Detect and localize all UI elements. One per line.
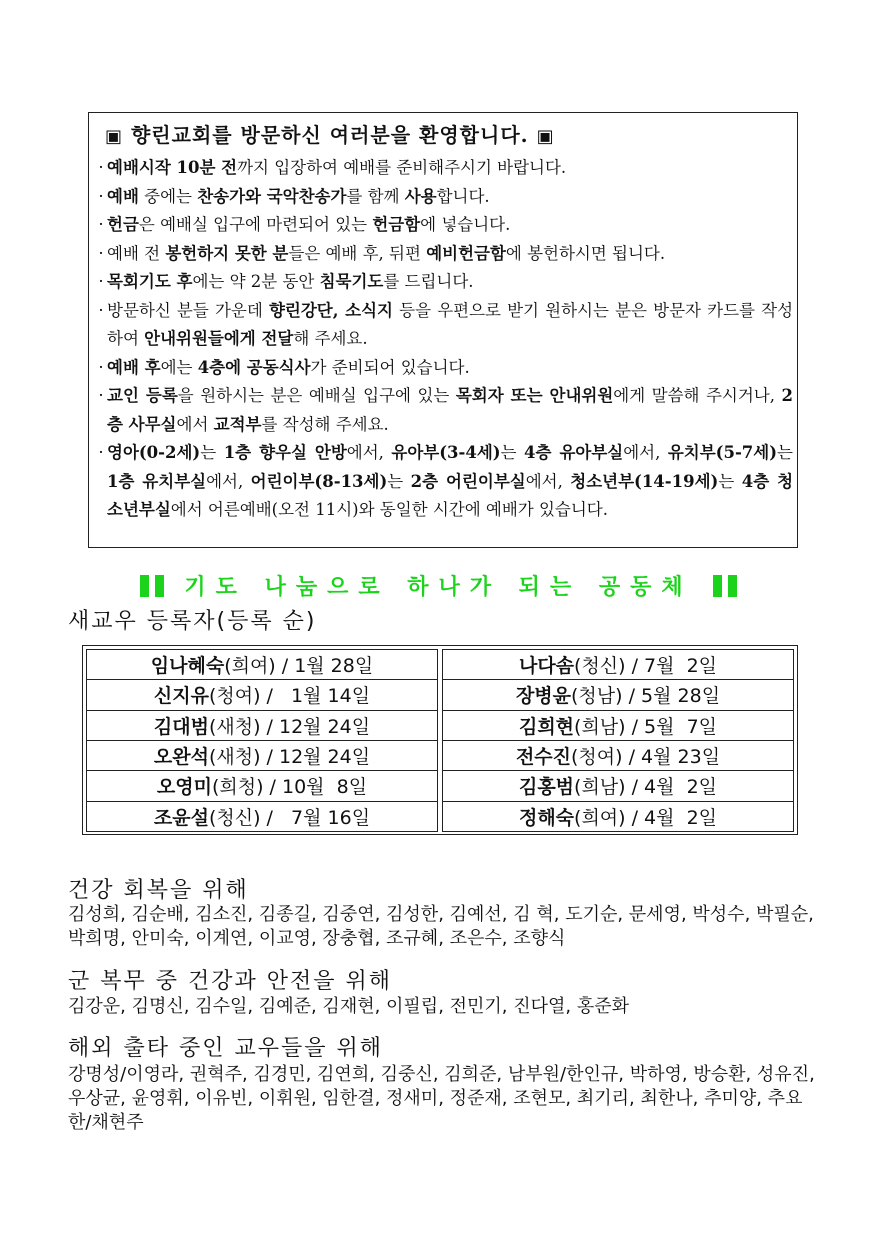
emphasis-text: 안내위원들에게 전달 xyxy=(144,329,294,348)
member-name: 정해숙 xyxy=(518,806,575,829)
body-text: 에서, xyxy=(206,471,251,491)
emphasis-text: 침묵기도 xyxy=(319,272,384,291)
emphasis-text: 청소년부(14-19세) xyxy=(570,471,719,491)
member-name: 장병윤 xyxy=(515,685,572,708)
member-name: 신지유 xyxy=(153,685,209,708)
welcome-item-text xyxy=(107,439,793,525)
member-detail: (청남) / 5월 28일 xyxy=(571,685,721,708)
square-mark-icon: ▣ xyxy=(105,126,124,147)
welcome-item xyxy=(95,183,793,212)
member-name: 나다솜 xyxy=(518,655,575,678)
health-heading: 건강 회복을 위해 xyxy=(68,878,249,903)
body-text: 를 작성해 주세요. xyxy=(261,414,389,434)
welcome-item xyxy=(95,354,793,383)
welcome-item-text xyxy=(107,268,793,297)
emphasis-text: 유치부(5-7세) xyxy=(667,443,778,462)
emphasis-text: 찬송가와 국악찬송가 xyxy=(197,186,347,206)
welcome-item xyxy=(95,297,793,354)
registration-table xyxy=(82,645,798,835)
green-block-icon xyxy=(728,575,737,597)
welcome-box xyxy=(88,112,798,548)
emphasis-text: 예배 후 xyxy=(107,357,161,377)
body-text: 예배 전 xyxy=(107,243,166,263)
body-text: 에서, xyxy=(346,443,392,462)
member-name: 오영미 xyxy=(156,776,212,799)
military-heading: 군 복무 중 건강과 안전을 위해 xyxy=(68,969,392,994)
member-name: 오완석 xyxy=(153,746,209,769)
emphasis-text: 4층 청소년부실 xyxy=(107,471,794,519)
welcome-item xyxy=(95,154,793,183)
banner-text: 기도 나눔으로 하나가 되는 공동체 xyxy=(184,575,693,600)
welcome-item xyxy=(95,439,793,525)
welcome-item xyxy=(95,240,793,269)
green-block-icon xyxy=(155,575,164,597)
member-detail: (청신) / 7월 2일 xyxy=(574,655,718,678)
member-detail: (희남) / 4월 2일 xyxy=(574,776,718,799)
body-text: 에서 xyxy=(176,414,214,434)
body-text: 가 준비되어 있습니다. xyxy=(310,357,470,377)
registration-row xyxy=(442,710,794,741)
welcome-item-text xyxy=(107,297,793,354)
health-names: 김성희, 김순배, 김소진, 김종길, 김중연, 김성한, 김예선, 김 혁, 도기순, 문세영, 박성수, 박필순, 박희명, 안미숙, 이계연, 이교영, 장충협, 조규혜, 조은수, 조향식 xyxy=(68,904,814,949)
registration-row xyxy=(86,649,438,680)
member-detail: (새청) / 12월 24일 xyxy=(208,715,371,738)
prayer-banner xyxy=(0,570,877,601)
emphasis-text: 2층 어린이부실 xyxy=(410,471,526,491)
bullet-dot-icon: · xyxy=(98,386,104,405)
body-text: 해 주세요. xyxy=(293,329,368,348)
emphasis-text: 어린이부(8-13세) xyxy=(250,471,388,491)
registration-column-right xyxy=(442,649,794,831)
member-name: 전수진 xyxy=(515,746,572,769)
emphasis-text: 교인 등록 xyxy=(107,386,178,405)
green-block-icon xyxy=(140,575,149,597)
body-text: 에서, xyxy=(623,443,668,462)
emphasis-text: 4층 유아부실 xyxy=(524,443,624,462)
body-text: 는 xyxy=(387,471,411,491)
member-detail: (희여) / 1월 28일 xyxy=(224,655,374,678)
member-name: 김희현 xyxy=(518,715,575,738)
emphasis-text: 목회자 또는 안내위원 xyxy=(455,386,614,405)
body-text: 을 원하시는 분은 예배실 입구에 있는 xyxy=(177,386,456,405)
welcome-item-text xyxy=(107,354,793,383)
registration-row xyxy=(442,649,794,680)
emphasis-text: 헌금함 xyxy=(372,215,421,234)
square-mark-icon: ▣ xyxy=(536,126,555,147)
bullet-dot-icon: · xyxy=(98,300,104,320)
registration-row xyxy=(442,770,794,801)
body-text: 에 넣습니다. xyxy=(420,215,511,234)
body-text: 까지 입장하여 예배를 준비해주시기 바랍니다. xyxy=(237,158,567,177)
bullet-dot-icon: · xyxy=(98,243,104,263)
emphasis-text: 봉헌하지 못한 분 xyxy=(165,243,289,263)
emphasis-text: 사용 xyxy=(404,186,437,206)
welcome-item xyxy=(95,268,793,297)
member-detail: (청여) / 1월 14일 xyxy=(208,685,371,708)
member-name: 김홍범 xyxy=(518,776,575,799)
registration-row xyxy=(86,740,438,771)
bullet-dot-icon: · xyxy=(98,443,104,462)
member-detail: (희여) / 4월 2일 xyxy=(574,806,718,829)
body-text: 등을 우편으로 받기 원하시는 분은 방문자 카드를 작성하여 xyxy=(107,300,794,348)
body-text: 에는 xyxy=(160,357,198,377)
military-names: 김강운, 김명신, 김수일, 김예준, 김재현, 이필립, 전민기, 진다열, 홍준화 xyxy=(68,996,630,1017)
emphasis-text: 향린강단, 소식지 xyxy=(268,300,393,320)
bullet-dot-icon: · xyxy=(98,158,104,177)
bullet-dot-icon: · xyxy=(98,215,104,234)
welcome-item-text xyxy=(107,211,793,240)
emphasis-text: 예비헌금함 xyxy=(426,243,506,263)
registration-row xyxy=(86,801,438,832)
welcome-list xyxy=(95,154,793,525)
emphasis-text: 예배시작 10분 전 xyxy=(107,158,238,177)
registration-row xyxy=(86,679,438,710)
emphasis-text: 유아부(3-4세) xyxy=(391,443,501,462)
member-detail: (희청) / 10월 8일 xyxy=(211,776,368,799)
bullet-dot-icon: · xyxy=(98,357,104,377)
registration-row xyxy=(86,770,438,801)
body-text: 를 함께 xyxy=(346,186,405,206)
registration-row xyxy=(442,740,794,771)
body-text: 를 드립니다. xyxy=(383,272,474,291)
registration-row xyxy=(442,679,794,710)
welcome-title xyxy=(105,119,793,148)
welcome-item-text xyxy=(107,154,793,183)
emphasis-text: 교적부 xyxy=(213,414,262,434)
body-text: 에서 어른예배(오전 11시)와 동일한 시간에 예배가 있습니다. xyxy=(170,500,608,519)
registration-heading: 새교우 등록자(등록 순) xyxy=(68,609,317,634)
overseas-names: 강명성/이영라, 권혁주, 김경민, 김연희, 김중신, 김희준, 남부원/한인규, 박하영, 방승환, 성유진, 우상균, 윤영휘, 이유빈, 이휘원, 임한결, 정새미, 정준재, 조현모, 최기리, 최한나, 추미양, 추요한/채현주 xyxy=(68,1064,815,1133)
body-text: 합니다. xyxy=(436,186,490,206)
bullet-dot-icon: · xyxy=(98,186,104,206)
body-text: 은 예배실 입구에 마련되어 있는 xyxy=(138,215,373,234)
registration-column-left xyxy=(86,649,438,831)
bullet-dot-icon: · xyxy=(98,272,104,291)
body-text: 는 xyxy=(200,443,224,462)
welcome-item-text xyxy=(107,382,793,439)
emphasis-text: 1층 향우실 안방 xyxy=(223,443,347,462)
body-text: 에 봉헌하시면 됩니다. xyxy=(505,243,666,263)
member-name: 김대범 xyxy=(153,715,209,738)
body-text: 들은 예배 후, 뒤편 xyxy=(288,243,427,263)
body-text: 에서, xyxy=(525,471,571,491)
registration-row xyxy=(442,801,794,832)
body-text: 에게 말씀해 주시거나, xyxy=(613,386,782,405)
welcome-item xyxy=(95,211,793,240)
emphasis-text: 2층 사무실 xyxy=(107,386,793,434)
member-detail: (새청) / 12월 24일 xyxy=(208,746,371,769)
member-name: 조윤설 xyxy=(153,806,209,829)
body-text: 는 xyxy=(500,443,525,462)
emphasis-text: 4층에 공동식사 xyxy=(197,357,311,377)
body-text: 방문하신 분들 가운데 xyxy=(107,300,269,320)
member-detail: (청여) / 4월 23일 xyxy=(571,746,721,769)
member-name: 임나혜숙 xyxy=(150,655,225,678)
body-text: 중에는 xyxy=(138,186,198,206)
green-block-icon xyxy=(713,575,722,597)
emphasis-text: 1층 유치부실 xyxy=(107,471,207,491)
welcome-title-text: 향린교회를 방문하신 여러분을 환영합니다. xyxy=(130,123,529,147)
body-text: 는 xyxy=(777,443,793,462)
welcome-item-text xyxy=(107,240,793,269)
emphasis-text: 헌금 xyxy=(107,215,139,234)
body-text: 는 xyxy=(718,471,742,491)
body-text: 에는 약 2분 동안 xyxy=(192,272,320,291)
registration-row xyxy=(86,710,438,741)
emphasis-text: 예배 xyxy=(107,186,139,206)
emphasis-text: 목회기도 후 xyxy=(107,272,193,291)
overseas-heading: 해외 출타 중인 교우들을 위해 xyxy=(68,1036,383,1061)
welcome-item xyxy=(95,382,793,439)
member-detail: (청신) / 7월 16일 xyxy=(208,806,371,829)
welcome-item-text xyxy=(107,183,793,212)
emphasis-text: 영아(0-2세) xyxy=(107,443,201,462)
member-detail: (희남) / 5월 7일 xyxy=(574,715,718,738)
